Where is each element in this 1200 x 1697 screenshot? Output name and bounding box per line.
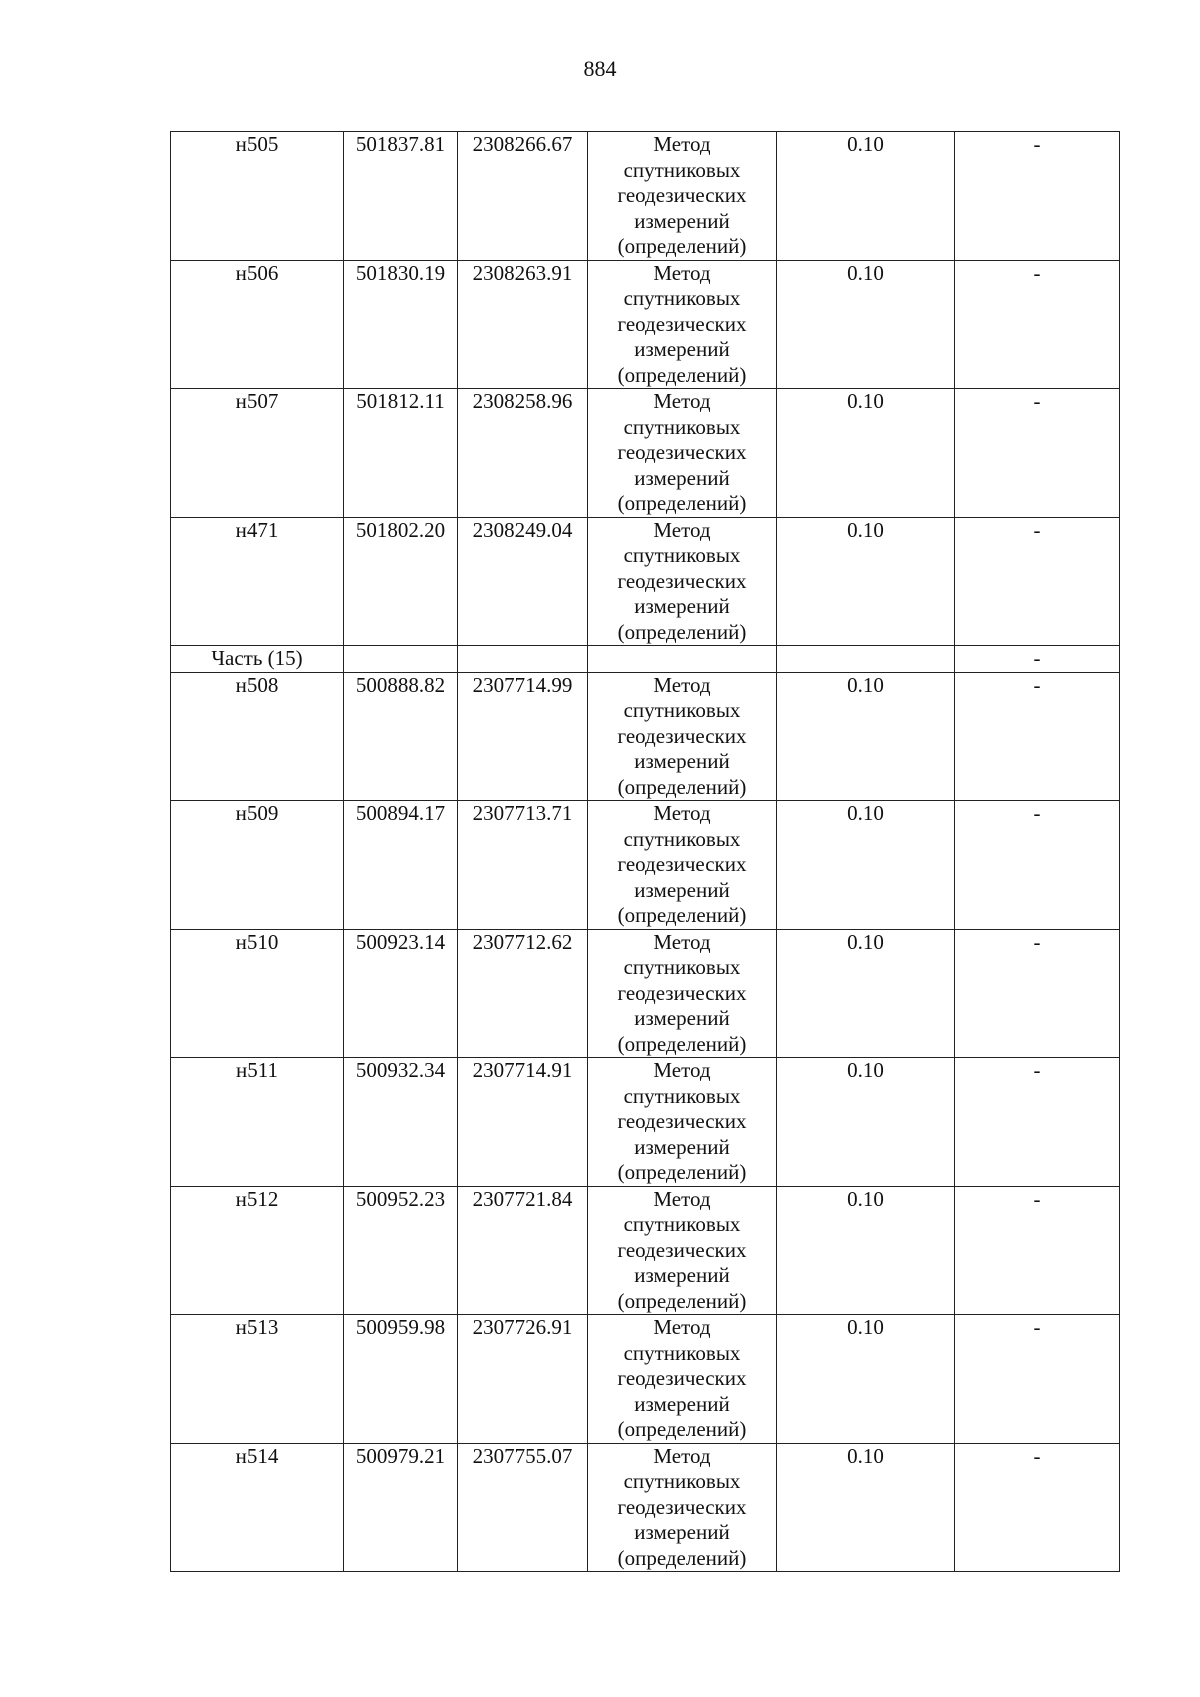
- y-coordinate-cell: 2308266.67: [458, 132, 588, 261]
- y-coordinate-cell: 2307714.99: [458, 672, 588, 801]
- x-coordinate-cell: 500979.21: [344, 1443, 458, 1572]
- point-id-cell: н471: [171, 517, 344, 646]
- table-row: [171, 1315, 1120, 1444]
- method-cell: Метод спутниковых геодезических измерений (определений): [588, 517, 777, 646]
- point-id-cell: н509: [171, 801, 344, 930]
- y-coordinate-cell: 2307714.91: [458, 1058, 588, 1187]
- method-cell: Метод спутниковых геодезических измерений (определений): [588, 801, 777, 930]
- accuracy-cell: 0.10: [777, 801, 955, 930]
- method-cell: [588, 646, 777, 673]
- x-coordinate-cell: 500952.23: [344, 1186, 458, 1315]
- x-coordinate-cell: 501830.19: [344, 260, 458, 389]
- table-row: [171, 1186, 1120, 1315]
- method-cell: Метод спутниковых геодезических измерений (определений): [588, 672, 777, 801]
- accuracy-cell: 0.10: [777, 929, 955, 1058]
- x-coordinate-cell: [344, 646, 458, 673]
- method-cell: Метод спутниковых геодезических измерений (определений): [588, 132, 777, 261]
- section-row: [171, 646, 1120, 673]
- table-row: [171, 801, 1120, 930]
- point-id-cell: н506: [171, 260, 344, 389]
- section-label-cell: Часть (15): [171, 646, 344, 673]
- method-cell: Метод спутниковых геодезических измерений (определений): [588, 929, 777, 1058]
- page-number: 884: [583, 56, 617, 81]
- note-cell: -: [955, 1186, 1120, 1315]
- y-coordinate-cell: 2307713.71: [458, 801, 588, 930]
- method-cell: Метод спутниковых геодезических измерений (определений): [588, 1186, 777, 1315]
- method-cell: Метод спутниковых геодезических измерений (определений): [588, 1058, 777, 1187]
- note-cell: -: [955, 1315, 1120, 1444]
- accuracy-cell: 0.10: [777, 1315, 955, 1444]
- table-row: [171, 389, 1120, 518]
- method-cell: Метод спутниковых геодезических измерений (определений): [588, 1443, 777, 1572]
- note-cell: -: [955, 132, 1120, 261]
- method-cell: Метод спутниковых геодезических измерений (определений): [588, 389, 777, 518]
- note-cell: -: [955, 801, 1120, 930]
- x-coordinate-cell: 500932.34: [344, 1058, 458, 1187]
- point-id-cell: н508: [171, 672, 344, 801]
- table-row: [171, 929, 1120, 1058]
- accuracy-cell: 0.10: [777, 132, 955, 261]
- x-coordinate-cell: 500959.98: [344, 1315, 458, 1444]
- note-cell: -: [955, 389, 1120, 518]
- point-id-cell: н514: [171, 1443, 344, 1572]
- table-row: [171, 517, 1120, 646]
- x-coordinate-cell: 501802.20: [344, 517, 458, 646]
- y-coordinate-cell: [458, 646, 588, 673]
- coordinates-table: [170, 131, 1120, 1572]
- point-id-cell: н513: [171, 1315, 344, 1444]
- accuracy-cell: 0.10: [777, 672, 955, 801]
- note-cell: -: [955, 260, 1120, 389]
- table-row: [171, 1058, 1120, 1187]
- x-coordinate-cell: 501837.81: [344, 132, 458, 261]
- note-cell: -: [955, 517, 1120, 646]
- x-coordinate-cell: 501812.11: [344, 389, 458, 518]
- point-id-cell: н507: [171, 389, 344, 518]
- x-coordinate-cell: 500888.82: [344, 672, 458, 801]
- note-cell: -: [955, 1443, 1120, 1572]
- note-cell: -: [955, 672, 1120, 801]
- accuracy-cell: 0.10: [777, 1058, 955, 1187]
- table-row: [171, 1443, 1120, 1572]
- point-id-cell: н511: [171, 1058, 344, 1187]
- y-coordinate-cell: 2308249.04: [458, 517, 588, 646]
- accuracy-cell: 0.10: [777, 389, 955, 518]
- x-coordinate-cell: 500923.14: [344, 929, 458, 1058]
- method-cell: Метод спутниковых геодезических измерений (определений): [588, 260, 777, 389]
- note-cell: -: [955, 646, 1120, 673]
- point-id-cell: н510: [171, 929, 344, 1058]
- y-coordinate-cell: 2307726.91: [458, 1315, 588, 1444]
- accuracy-cell: 0.10: [777, 517, 955, 646]
- note-cell: -: [955, 929, 1120, 1058]
- point-id-cell: н505: [171, 132, 344, 261]
- y-coordinate-cell: 2307721.84: [458, 1186, 588, 1315]
- point-id-cell: н512: [171, 1186, 344, 1315]
- table-row: [171, 132, 1120, 261]
- y-coordinate-cell: 2308258.96: [458, 389, 588, 518]
- accuracy-cell: 0.10: [777, 1186, 955, 1315]
- accuracy-cell: [777, 646, 955, 673]
- x-coordinate-cell: 500894.17: [344, 801, 458, 930]
- note-cell: -: [955, 1058, 1120, 1187]
- table-row: [171, 672, 1120, 801]
- y-coordinate-cell: 2307712.62: [458, 929, 588, 1058]
- y-coordinate-cell: 2307755.07: [458, 1443, 588, 1572]
- y-coordinate-cell: 2308263.91: [458, 260, 588, 389]
- method-cell: Метод спутниковых геодезических измерений (определений): [588, 1315, 777, 1444]
- accuracy-cell: 0.10: [777, 1443, 955, 1572]
- table-row: [171, 260, 1120, 389]
- accuracy-cell: 0.10: [777, 260, 955, 389]
